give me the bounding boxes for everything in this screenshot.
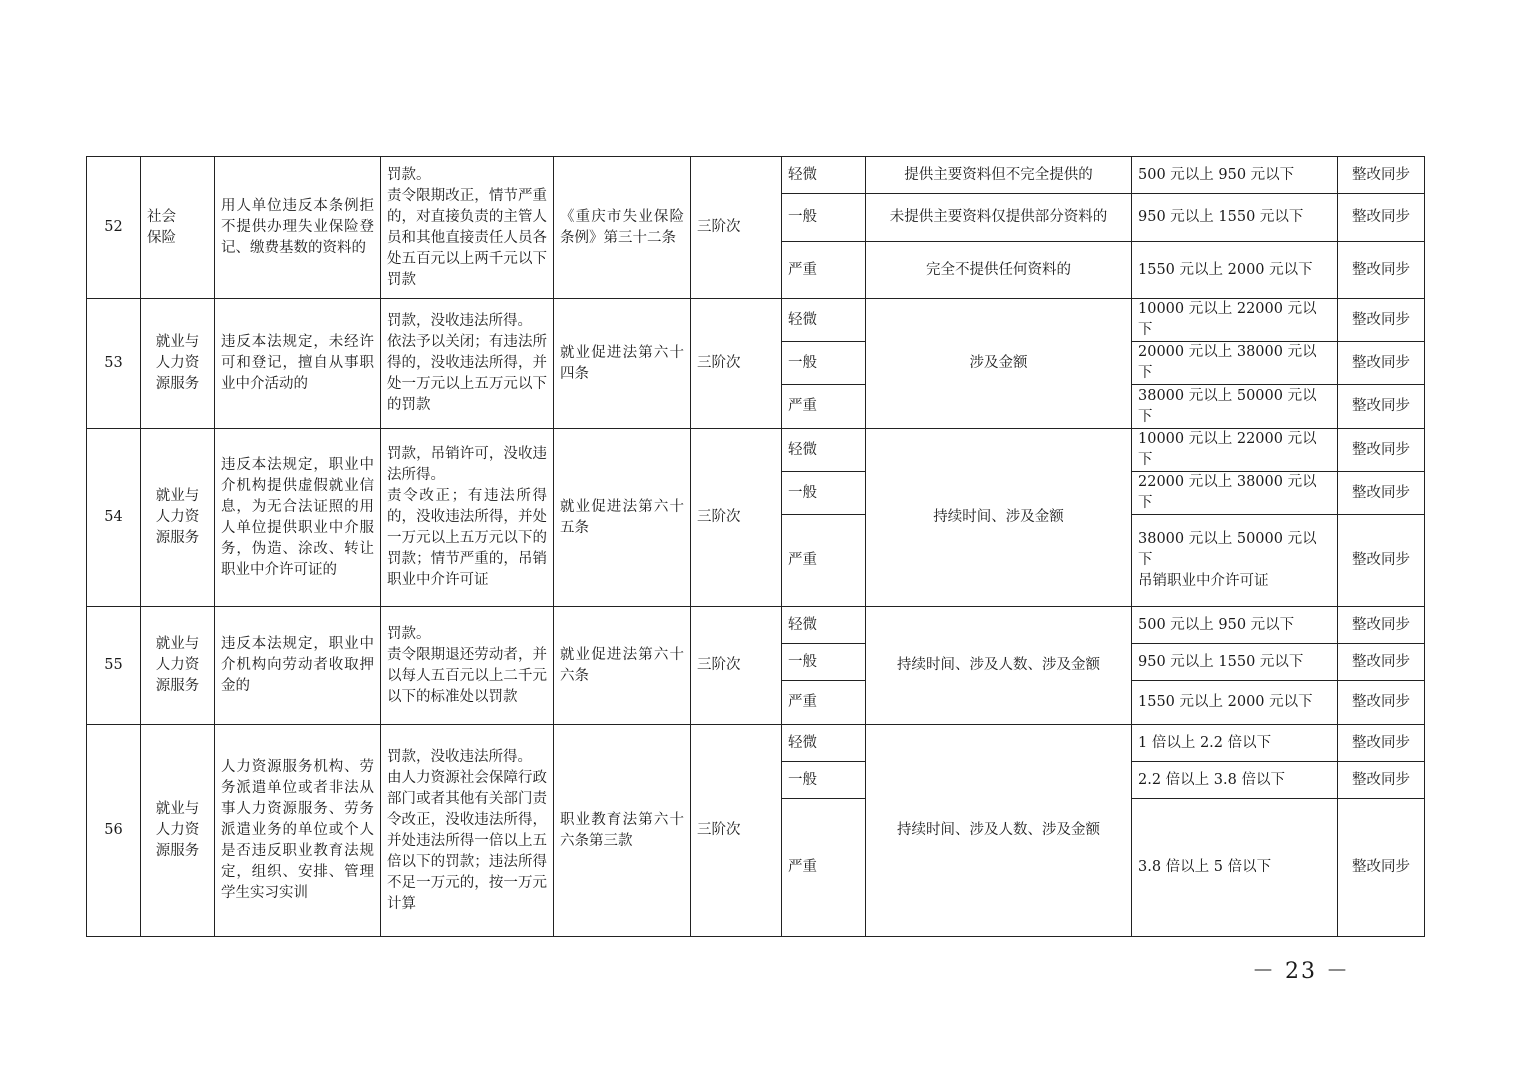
criteria-cell: 涉及金额 bbox=[866, 299, 1132, 429]
criteria-cell: 持续时间、涉及人数、涉及金额 bbox=[866, 607, 1132, 725]
severity-level-cell: 严重 bbox=[782, 385, 866, 429]
severity-level-cell: 严重 bbox=[782, 681, 866, 725]
measure-cell: 整改同步 bbox=[1338, 799, 1425, 937]
severity-level-cell: 一般 bbox=[782, 472, 866, 515]
criteria-cell: 持续时间、涉及金额 bbox=[866, 429, 1132, 607]
severity-level-cell: 轻微 bbox=[782, 725, 866, 762]
criteria-cell: 未提供主要资料仅提供部分资料的 bbox=[866, 194, 1132, 242]
item-number: 55 bbox=[87, 607, 141, 725]
penalty-standard-cell: 1550 元以上 2000 元以下 bbox=[1132, 242, 1338, 299]
measure-cell: 整改同步 bbox=[1338, 385, 1425, 429]
penalty-standard-cell: 500 元以上 950 元以下 bbox=[1132, 607, 1338, 644]
measure-cell: 整改同步 bbox=[1338, 157, 1425, 194]
measure-cell: 整改同步 bbox=[1338, 472, 1425, 515]
table-row bbox=[87, 157, 1425, 194]
legal-basis-cell: 职业教育法第六十六条第三款 bbox=[554, 725, 691, 937]
penalty-standard-cell: 10000 元以上 22000 元以下 bbox=[1132, 299, 1338, 342]
penalty-provision-cell: 罚款，没收违法所得。 由人力资源社会保障行政部门或者其他有关部门责令改正，没收违法所得，并处违法所得一倍以上五倍以下的罚款；违法所得不足一万元的，按一万元计算 bbox=[381, 725, 554, 937]
violation-behavior-cell: 人力资源服务机构、劳务派遣单位或者非法从事人力资源服务、劳务派遣业务的单位或个人是否违反职业教育法规定，组织、安排、管理学生实习实训 bbox=[215, 725, 381, 937]
category-cell: 就业与 人力资 源服务 bbox=[141, 299, 215, 429]
severity-level-cell: 一般 bbox=[782, 194, 866, 242]
category-cell: 就业与 人力资 源服务 bbox=[141, 429, 215, 607]
severity-level-cell: 轻微 bbox=[782, 607, 866, 644]
item-number: 54 bbox=[87, 429, 141, 607]
criteria-cell: 持续时间、涉及人数、涉及金额 bbox=[866, 725, 1132, 937]
measure-cell: 整改同步 bbox=[1338, 242, 1425, 299]
penalty-standard-cell: 1550 元以上 2000 元以下 bbox=[1132, 681, 1338, 725]
measure-cell: 整改同步 bbox=[1338, 681, 1425, 725]
tier-count-cell: 三阶次 bbox=[691, 299, 782, 429]
criteria-cell: 完全不提供任何资料的 bbox=[866, 242, 1132, 299]
penalty-standard-cell: 2.2 倍以上 3.8 倍以下 bbox=[1132, 762, 1338, 799]
measure-cell: 整改同步 bbox=[1338, 515, 1425, 607]
table-row bbox=[87, 429, 1425, 472]
table-row bbox=[87, 299, 1425, 342]
legal-basis-cell: 就业促进法第六十六条 bbox=[554, 607, 691, 725]
legal-basis-cell: 就业促进法第六十四条 bbox=[554, 299, 691, 429]
penalty-standard-cell: 22000 元以上 38000 元以下 bbox=[1132, 472, 1338, 515]
measure-cell: 整改同步 bbox=[1338, 644, 1425, 681]
severity-level-cell: 严重 bbox=[782, 242, 866, 299]
penalty-standard-cell: 38000 元以上 50000 元以下 bbox=[1132, 385, 1338, 429]
legal-basis-cell: 就业促进法第六十五条 bbox=[554, 429, 691, 607]
tier-count-cell: 三阶次 bbox=[691, 607, 782, 725]
severity-level-cell: 一般 bbox=[782, 762, 866, 799]
tier-count-cell: 三阶次 bbox=[691, 157, 782, 299]
penalty-provision-cell: 罚款，没收违法所得。 依法予以关闭；有违法所得的，没收违法所得，并处一万元以上五万元以下的罚款 bbox=[381, 299, 554, 429]
penalty-standard-cell: 500 元以上 950 元以下 bbox=[1132, 157, 1338, 194]
measure-cell: 整改同步 bbox=[1338, 762, 1425, 799]
tier-count-cell: 三阶次 bbox=[691, 429, 782, 607]
item-number: 56 bbox=[87, 725, 141, 937]
penalty-standard-cell: 3.8 倍以上 5 倍以下 bbox=[1132, 799, 1338, 937]
penalty-provision-cell: 罚款，吊销许可，没收违法所得。 责令改正；有违法所得的，没收违法所得，并处一万元以上五万元以下的罚款；情节严重的，吊销职业中介许可证 bbox=[381, 429, 554, 607]
penalty-standard-cell: 20000 元以上 38000 元以下 bbox=[1132, 342, 1338, 385]
measure-cell: 整改同步 bbox=[1338, 299, 1425, 342]
category-cell: 社会 保险 bbox=[141, 157, 215, 299]
tier-count-cell: 三阶次 bbox=[691, 725, 782, 937]
severity-level-cell: 严重 bbox=[782, 515, 866, 607]
measure-cell: 整改同步 bbox=[1338, 342, 1425, 385]
table-row bbox=[87, 607, 1425, 644]
measure-cell: 整改同步 bbox=[1338, 725, 1425, 762]
severity-level-cell: 一般 bbox=[782, 342, 866, 385]
severity-level-cell: 轻微 bbox=[782, 429, 866, 472]
severity-level-cell: 一般 bbox=[782, 644, 866, 681]
severity-level-cell: 严重 bbox=[782, 799, 866, 937]
severity-level-cell: 轻微 bbox=[782, 157, 866, 194]
penalty-standard-cell: 950 元以上 1550 元以下 bbox=[1132, 194, 1338, 242]
measure-cell: 整改同步 bbox=[1338, 607, 1425, 644]
violation-behavior-cell: 违反本法规定，职业中介机构提供虚假就业信息，为无合法证照的用人单位提供职业中介服务，伪造、涂改、转让职业中介许可证的 bbox=[215, 429, 381, 607]
severity-level-cell: 轻微 bbox=[782, 299, 866, 342]
category-cell: 就业与 人力资 源服务 bbox=[141, 607, 215, 725]
legal-basis-cell: 《重庆市失业保险条例》第三十二条 bbox=[554, 157, 691, 299]
penalty-standard-cell: 950 元以上 1550 元以下 bbox=[1132, 644, 1338, 681]
penalty-standard-cell: 1 倍以上 2.2 倍以下 bbox=[1132, 725, 1338, 762]
violation-behavior-cell: 违反本法规定，未经许可和登记，擅自从事职业中介活动的 bbox=[215, 299, 381, 429]
penalty-standard-cell: 38000 元以上 50000 元以下 吊销职业中介许可证 bbox=[1132, 515, 1338, 607]
measure-cell: 整改同步 bbox=[1338, 194, 1425, 242]
table-row bbox=[87, 725, 1425, 762]
measure-cell: 整改同步 bbox=[1338, 429, 1425, 472]
penalty-provision-cell: 罚款。 责令限期改正，情节严重的，对直接负责的主管人员和其他直接责任人员各处五百元以上两千元以下罚款 bbox=[381, 157, 554, 299]
penalty-provision-cell: 罚款。 责令限期退还劳动者，并以每人五百元以上二千元以下的标准处以罚款 bbox=[381, 607, 554, 725]
category-cell: 就业与 人力资 源服务 bbox=[141, 725, 215, 937]
item-number: 53 bbox=[87, 299, 141, 429]
penalty-standard-table bbox=[86, 156, 1425, 937]
page-number: － 23 － bbox=[1252, 959, 1350, 984]
criteria-cell: 提供主要资料但不完全提供的 bbox=[866, 157, 1132, 194]
violation-behavior-cell: 用人单位违反本条例拒不提供办理失业保险登记、缴费基数的资料的 bbox=[215, 157, 381, 299]
penalty-standard-cell: 10000 元以上 22000 元以下 bbox=[1132, 429, 1338, 472]
item-number: 52 bbox=[87, 157, 141, 299]
violation-behavior-cell: 违反本法规定，职业中介机构向劳动者收取押金的 bbox=[215, 607, 381, 725]
